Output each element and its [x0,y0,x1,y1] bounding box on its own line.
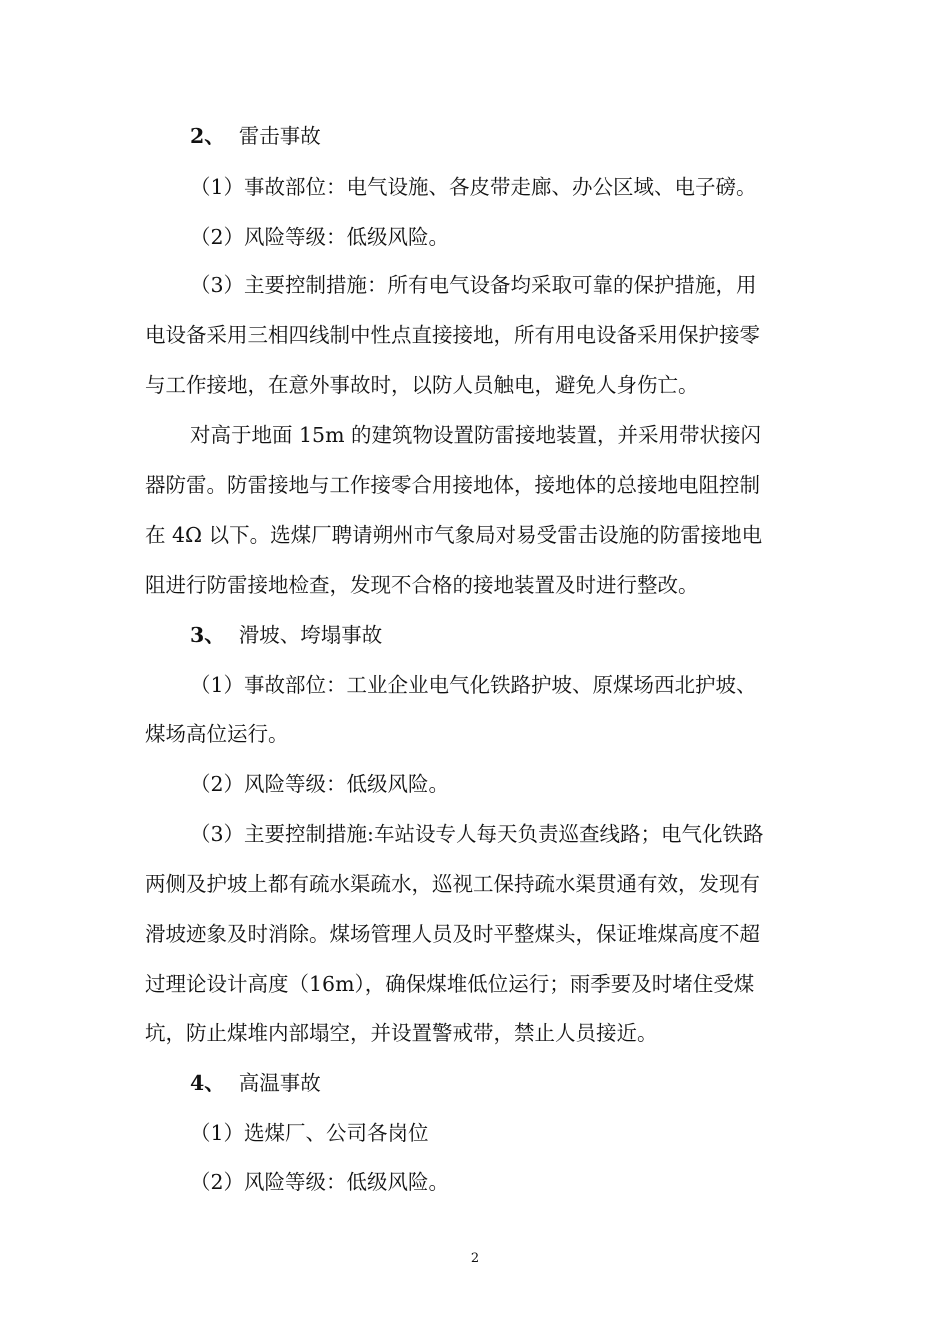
section-3-measure-line-3: 滑坡迹象及时消除。煤场管理人员及时平整煤头，保证堆煤高度不超 [145,922,760,946]
section-2-title: 雷击事故 [238,124,321,148]
section-3-heading [190,620,810,650]
section-2-paragraph-line-1: 对高于地面 15m 的建筑物设置防雷接地装置，并采用带状接闪 [190,423,762,447]
page-number: 2 [470,1251,480,1266]
section-3-item-1: （1）事故部位：工业企业电气化铁路护坡、原煤场西北护坡、 [190,673,757,697]
section-4-number: 4、 [190,1071,225,1095]
section-3-measure-line-2: 两侧及护坡上都有疏水渠疏水，巡视工保持疏水渠贯通有效，发现有 [145,872,760,896]
section-2-measure-line-3: 与工作接地，在意外事故时，以防人员触电，避免人身伤亡。 [145,373,699,397]
section-4-heading [190,1068,810,1098]
section-2-item-1: （1）事故部位：电气设施、各皮带走廊、办公区域、电子磅。 [190,175,757,199]
section-3-measure-line-4: 过理论设计高度（16m），确保煤堆低位运行；雨季要及时堵住受煤 [145,972,755,996]
section-3-title: 滑坡、垮塌事故 [238,623,383,647]
section-3-measure-line-5: 坑，防止煤堆内部塌空，并设置警戒带，禁止人员接近。 [145,1021,658,1045]
section-2-measure-line-2: 电设备采用三相四线制中性点直接接地，所有用电设备采用保护接零 [145,323,760,347]
section-3-measure-line-1: （3）主要控制措施:车站设专人每天负责巡查线路；电气化铁路 [190,822,764,846]
section-2-item-2: （2）风险等级：低级风险。 [190,225,450,249]
section-3-number: 3、 [190,623,225,647]
section-2-heading [190,121,810,151]
section-4-item-1: （1）选煤厂、公司各岗位 [190,1121,429,1145]
section-2-paragraph-line-2: 器防雷。防雷接地与工作接零合用接地体，接地体的总接地电阻控制 [145,473,760,497]
section-3-item-2: （2）风险等级：低级风险。 [190,772,450,796]
section-4-item-2: （2）风险等级：低级风险。 [190,1170,450,1194]
section-2-paragraph-line-3: 在 4Ω 以下。选煤厂聘请朔州市气象局对易受雷击设施的防雷接地电 [145,523,763,547]
section-2-paragraph-line-4: 阻进行防雷接地检查，发现不合格的接地装置及时进行整改。 [145,573,699,597]
section-2-number: 2、 [190,124,225,148]
section-4-title: 高温事故 [238,1071,321,1095]
section-2-measure-line-1: （3）主要控制措施：所有电气设备均采取可靠的保护措施，用 [190,273,757,297]
section-3-item-1-cont: 煤场高位运行。 [145,722,289,746]
